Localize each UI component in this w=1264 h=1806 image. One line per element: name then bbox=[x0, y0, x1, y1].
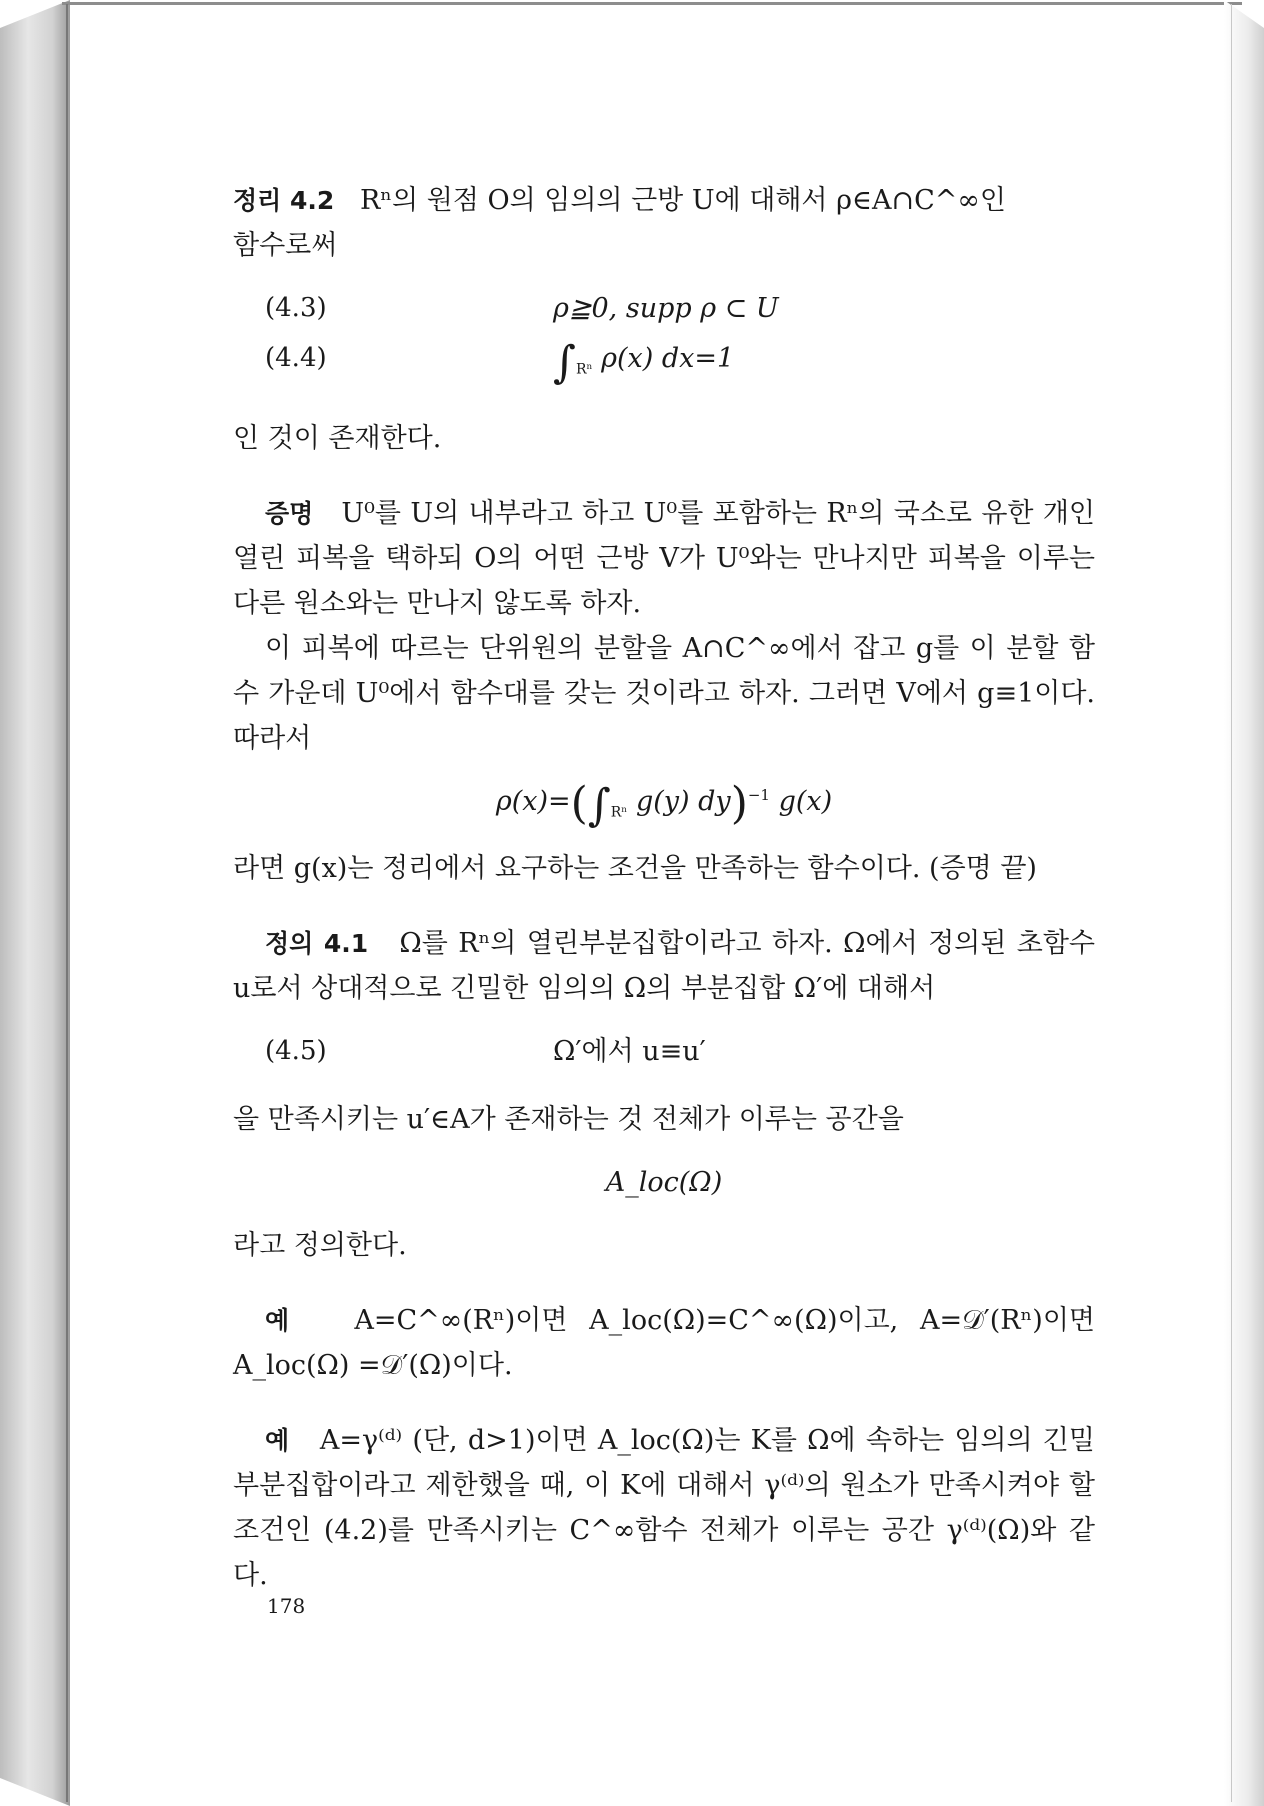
integrand: ρ(x) dx=1 bbox=[601, 343, 735, 374]
example-2 bbox=[233, 1418, 1095, 1598]
proof-paragraph-2: 이 피복에 따르는 단위원의 분할을 A∩C^∞에서 잡고 g를 이 분할 함수 가운데 U⁰에서 함수대를 갖는 것이라고 하자. 그러면 V에서 g≡1이다. 따라서 bbox=[233, 633, 1095, 754]
equation-body: ρ≧0, supp ρ ⊂ U bbox=[553, 293, 779, 324]
formula-exponent: −1 bbox=[747, 786, 770, 804]
rho-formula bbox=[233, 778, 1095, 831]
theorem-line-1: Rⁿ의 원점 O의 임의의 근방 U에 대해서 ρ∈A∩C^∞인 bbox=[360, 185, 1006, 216]
example-text: A=γ⁽ᵈ⁾ (단, d>1)이면 A_loc(Ω)는 K를 Ω에 속하는 임의의 긴밀부분집합이라고 제한했을 때, 이 K에 대해서 γ⁽ᵈ⁾의 원소가 만족시켜야 할 조건인 (4.2)를 만족시키는 C^∞함수 전체가 이루는 공간 γ⁽ᵈ⁾(Ω)와 같다. bbox=[233, 1425, 1095, 1591]
equation-4-3 bbox=[233, 286, 1095, 336]
example-1 bbox=[233, 1298, 1095, 1388]
theorem-label: 정리 4.2 bbox=[233, 186, 335, 215]
equation-body bbox=[553, 336, 735, 388]
definition-label: 정의 4.1 bbox=[265, 929, 369, 958]
example-text: A=C^∞(Rⁿ)이면 A_loc(Ω)=C^∞(Ω)이고, A=𝒟′(Rⁿ)이면 A_loc(Ω) =𝒟′(Ω)이다. bbox=[233, 1305, 1096, 1381]
definition-text: Ω를 Rⁿ의 열린부분집합이라고 하자. Ω에서 정의된 초함수 u로서 상대적으로 긴밀한 임의의 Ω의 부분집합 Ω′에 대해서 bbox=[233, 928, 1096, 1004]
open-paren: ( bbox=[570, 778, 588, 829]
theorem-4-2 bbox=[233, 178, 1095, 268]
integral-sign: ∫ bbox=[587, 780, 611, 831]
close-paren: ) bbox=[730, 778, 748, 829]
proof-conclusion: 라면 g(x)는 정리에서 요구하는 조건을 만족하는 함수이다. (증명 끝) bbox=[233, 853, 1037, 884]
equation-number: (4.5) bbox=[265, 1036, 327, 1066]
define-line: 라고 정의한다. bbox=[233, 1230, 407, 1261]
page-number: 178 bbox=[267, 1594, 306, 1618]
definition-4-1 bbox=[233, 921, 1095, 1011]
theorem-line-2: 함수로써 bbox=[233, 230, 338, 261]
equation-4-4 bbox=[233, 336, 1095, 386]
proof-paragraph-1 bbox=[233, 491, 1095, 626]
formula-rhs: g(x) bbox=[778, 786, 833, 817]
satisfy-line: 을 만족시키는 u′∈A가 존재하는 것 전체가 이루는 공간을 bbox=[233, 1104, 904, 1135]
integral-domain: Rⁿ bbox=[575, 361, 593, 378]
proof-text-1: U⁰를 U의 내부라고 하고 U⁰를 포함하는 Rⁿ의 국소로 유한 개인 열린 피복을 택하되 O의 어떤 근방 V가 U⁰와는 만나지만 피복을 이루는 다른 원소와는 만나지 않도록 하자. bbox=[233, 498, 1095, 619]
formula-inner: g(y) dy bbox=[635, 786, 731, 817]
integral-domain: Rⁿ bbox=[610, 804, 628, 821]
integral-sign: ∫ bbox=[553, 337, 576, 388]
formula-lhs: ρ(x)= bbox=[495, 786, 571, 817]
proof-label: 증명 bbox=[265, 499, 314, 528]
equation-body: Ω′에서 u≡u′ bbox=[553, 1036, 706, 1067]
aloc-display: A_loc(Ω) bbox=[605, 1167, 723, 1198]
example-label: 예 bbox=[265, 1426, 290, 1455]
equation-number: (4.4) bbox=[265, 343, 327, 373]
exists-line: 인 것이 존재한다. bbox=[233, 423, 442, 454]
page-content bbox=[233, 178, 1095, 1598]
equation-number: (4.3) bbox=[265, 293, 327, 323]
equation-4-5 bbox=[233, 1029, 1095, 1079]
book-spine bbox=[0, 0, 70, 1806]
example-label: 예 bbox=[265, 1306, 290, 1335]
